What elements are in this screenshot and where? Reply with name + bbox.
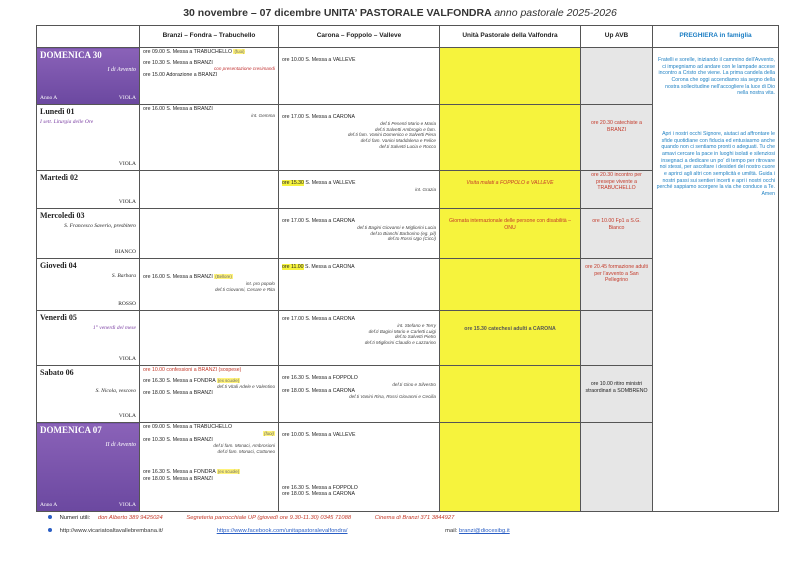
prayer-text-1: Fratelli e sorelle, iniziando il cammino dell’Avvento, ci impegniamo ad andare con le lampade accese incontro a Cristo che viene. La prima candela della Corona che oggi accendiamo sia segno della nostra sollecitudine nell’accogliere la luce di Dio nella nostra vita.: [658, 57, 775, 97]
intention: def.to Bianchi Barborino (eg. pil): [370, 230, 436, 236]
intention: int. pro popolo: [245, 280, 275, 286]
col-header-branzi: Branzi – Fondra – Trabuchello: [140, 26, 279, 48]
mass-entry: [143, 49, 275, 56]
day-cell: [37, 259, 140, 311]
unita-event: Visita malati a FOPPOLO e VALLEVE: [466, 180, 554, 186]
place-tag: (fuoi): [263, 430, 274, 436]
event-text: ore 10.00 confessioni a BRANZI (sospese): [143, 367, 242, 373]
event-text: ore 18.00 S. Messa a BRANZI: [143, 390, 213, 397]
intention: def.to Rossi Ugo (Cicci): [387, 236, 436, 242]
avb-event: ore 10.00 Fp1 a S.G. Bianco: [592, 218, 641, 231]
liturgical-year: Anno A: [40, 501, 58, 508]
avb-cell: [581, 48, 653, 105]
branzi-cell: [140, 366, 279, 423]
event-text: S. Messa a VALLEVE: [305, 180, 356, 186]
contact-don: don Alberto 389 9425024: [97, 515, 163, 521]
header-row: [37, 26, 779, 48]
day-subtitle: S. Francesco Saverio, presbitero: [64, 223, 136, 229]
day-cell: [37, 311, 140, 366]
avb-cell: [581, 171, 653, 209]
prayer-cell: [653, 48, 779, 512]
event-text: ore 16.00 S. Messa a BRANZI: [143, 106, 213, 112]
unita-cell: [440, 423, 581, 512]
branzi-cell: [140, 171, 279, 209]
col-header-carona: Carona – Foppolo – Valleve: [279, 26, 440, 48]
liturgical-color: VIOLA: [118, 412, 136, 419]
liturgical-color: VIOLA: [118, 501, 136, 508]
day-row: [37, 48, 779, 105]
prayer-text-2: Apri i nostri occhi Signore, aiutaci ad affrontare le sfide quotidiane con fiducia ed entusiasmo anche quando non ci sentiamo pronti o adeguati. Tu che amavi cercare la pace in luoghi isolati e silenziosi insegnaci a dedicare un po’ di tempo per ritrovare noi stessi, per ascoltare i desideri del nostro cuore e aprirci agli altri con semplicità e umiltà. Guida i nostri passi sui sentieri incerti e apri i nostri occhi perché sappiamo scorgere la via che conduce a Te. Amen: [656, 130, 775, 197]
event-text: ore 18.00 S. Messa a CARONA: [282, 387, 355, 394]
mail-link[interactable]: branzi@diocesibg.it: [459, 528, 510, 534]
event-text: ore 16.30 S. Messa a FONDRA: [143, 468, 216, 475]
avb-cell: [581, 259, 653, 311]
event-text: ore 16.30 S. Messa a FONDRA: [143, 377, 216, 384]
bullet-icon: [48, 515, 52, 519]
event-note: con presentazione cresimandi: [213, 66, 275, 72]
intention: def.to Salvetti Pietro: [394, 334, 436, 340]
intention: def.ti Salvetti Lucia e Rocco: [379, 144, 436, 150]
intention: int. Grazia: [415, 186, 436, 192]
footer-contacts: [48, 515, 454, 521]
event-text: ore 10.00 S. Messa a VALLEVE: [282, 432, 356, 438]
branzi-cell: [140, 209, 279, 259]
event-text: ore 16.00 S. Messa a BRANZI: [143, 274, 213, 280]
event-text: ore 10.30 S. Messa a BRANZI: [143, 436, 213, 443]
carona-cell: [279, 311, 440, 366]
website-link[interactable]: http://www.vicariatoaltavallebrembana.it/: [59, 528, 164, 534]
intention: def.ti Vitali Adele e Valentino: [216, 384, 275, 390]
intention: def.ti Migliorini Claudio e Lazzarino: [364, 340, 436, 346]
day-name: Mercoledì 03: [40, 211, 85, 220]
col-header-unita: Unità Pastorale della Valfondra: [440, 26, 581, 48]
day-name: Lunedì 01: [40, 107, 75, 116]
avb-event: ore 20.30 catechiste a BRANZI: [590, 120, 643, 133]
carona-cell: [279, 171, 440, 209]
carona-cell: [279, 423, 440, 512]
event-text: ore 10.00 S. Messa a VALLEVE: [282, 57, 356, 63]
event-text: ore 17.00 S. Messa a CARONA: [282, 316, 355, 322]
unita-cell: [440, 366, 581, 423]
event-text: ore 16.30 S. Messa a FOPPOLO: [282, 484, 358, 491]
day-cell: [37, 105, 140, 171]
event-text: ore 15.00 Adorazione a BRANZI: [143, 72, 218, 79]
day-subtitle: II di Avvento: [105, 442, 136, 448]
place-tag: (ex scuole): [217, 468, 240, 474]
unita-event: ore 15.30 catechesi adulti a CARONA: [464, 326, 556, 332]
carona-cell: [279, 48, 440, 105]
schedule-table: [36, 25, 779, 512]
avb-cell: [581, 105, 653, 171]
avb-event: ore 20.30 incontro per presepe vivente a TRABUCHELLO: [591, 172, 642, 192]
unita-cell: [440, 209, 581, 259]
intention: def.ti Vanini Rina, Rossi Giovanni e Cecilia: [349, 394, 436, 400]
day-name: DOMENICA 30: [40, 50, 102, 60]
avb-cell: [581, 311, 653, 366]
event-text: ore 17.00 S. Messa a CARONA: [282, 114, 355, 120]
day-name: Giovedì 04: [40, 261, 77, 270]
day-name: Sabato 06: [40, 368, 74, 377]
intention: def.ti Gino e Silvestro: [392, 381, 436, 387]
day-cell: [37, 423, 140, 512]
day-cell: [37, 209, 140, 259]
page-title: [0, 7, 800, 19]
intention: def.ti Bagini Mario e Carletti Luigi: [368, 328, 436, 334]
liturgical-color: VIOLA: [118, 94, 136, 101]
unita-cell: [440, 48, 581, 105]
event-text: ore 10.30 S. Messa a BRANZI: [143, 59, 213, 66]
day-subtitle: 1° venerdì del mese: [92, 325, 136, 331]
col-header-avb: Up AVB: [581, 26, 653, 48]
place-tag: (fuoi): [234, 49, 245, 54]
contact-cinema: Cinema di Branzi 371 3844927: [374, 515, 455, 521]
avb-cell: [581, 366, 653, 423]
branzi-cell: [140, 423, 279, 512]
intention: int. Gemma: [251, 112, 275, 118]
mail-label: mail:: [445, 528, 458, 534]
liturgical-color: VIOLA: [118, 160, 136, 167]
title-main: 30 novembre – 07 dicembre UNITA’ PASTORALE VALFONDRA: [183, 7, 492, 19]
event-text: ore 17.00 S. Messa a CARONA: [282, 218, 355, 224]
liturgical-color: VIOLA: [118, 355, 136, 362]
day-cell: [37, 366, 140, 423]
intention: def.ti fam. Vanini Maddalena e Felice: [360, 138, 436, 144]
bullet-icon: [48, 528, 52, 532]
event-text: ore 18.00 S. Messa a CARONA: [282, 491, 355, 498]
carona-cell: [279, 366, 440, 423]
corner-cell: [37, 26, 140, 48]
liturgical-year: Anno A: [40, 94, 58, 101]
event-text: S. Messa a CARONA: [305, 264, 355, 270]
carona-cell: [279, 259, 440, 311]
day-name: Martedì 02: [40, 173, 78, 182]
avb-event: ore 10.00 ritiro ministri straordinari a SOMBRENO: [585, 381, 648, 394]
col-header-preghiera: PREGHIERA in famiglia: [653, 26, 779, 48]
day-cell: [37, 171, 140, 209]
liturgical-color: BIANCO: [114, 248, 136, 255]
unita-cell: [440, 171, 581, 209]
avb-cell: [581, 423, 653, 512]
event-text: ore 16.30 S. Messa a FOPPOLO: [282, 375, 358, 381]
branzi-cell: [140, 259, 279, 311]
intention: def.ti fam. Monaci, Cottoneo: [217, 449, 275, 455]
intention: def.ti Bagini Giovanni e Migliorini Lucia: [357, 224, 436, 230]
highlighted-time: ore 15.30: [282, 180, 304, 186]
day-name: DOMENICA 07: [40, 425, 102, 435]
event-text: ore 09.00 S. Messa a TRABUCHELLO: [143, 49, 232, 55]
liturgical-color: ROSSO: [118, 300, 136, 307]
intention: def.ti fam. Monaci, Ambrosioni: [213, 443, 275, 449]
facebook-link[interactable]: https://www.facebook.com/unitapastoralevalfondra/: [216, 528, 348, 534]
branzi-cell: [140, 48, 279, 105]
avb-event: ore 20.45 formazione adulti per l’avvento a San Pellegrino: [585, 264, 648, 284]
day-cell: [37, 48, 140, 105]
unita-event: Giornata internazionale delle persone con disabilità – ONU: [449, 218, 571, 231]
intention: def.ti Salvetti Ambrogio e fam.: [374, 126, 436, 132]
contact-segreteria: Segreteria parrocchiale UP (giovedì ore 9.30-11.30) 0345 71088: [186, 515, 352, 521]
day-subtitle: I di Avvento: [107, 67, 136, 73]
intention: int. Stefano e Terry: [397, 322, 436, 328]
unita-cell: [440, 259, 581, 311]
event-text: ore 09.00 S. Messa a TRABUCHELLO: [143, 424, 232, 430]
branzi-cell: [140, 311, 279, 366]
unita-cell: [440, 105, 581, 171]
intention: def.ti fam. Vanini Domenico e Salvetti Piera: [347, 132, 436, 138]
liturgical-color: VIOLA: [118, 198, 136, 205]
intention: def.ti Giovanni, Cesare e Rita: [214, 286, 275, 292]
branzi-cell: [140, 105, 279, 171]
day-name: Venerdì 05: [40, 313, 77, 322]
carona-cell: [279, 105, 440, 171]
day-subtitle: S. Barbara: [111, 273, 136, 279]
carona-cell: [279, 209, 440, 259]
place-tag: (ex scuole): [217, 377, 240, 383]
avb-cell: [581, 209, 653, 259]
intention: def.ti Pesenti Mario e Maria: [380, 120, 436, 126]
highlighted-time: ore 11.00: [282, 264, 304, 270]
day-subtitle: I sett. Liturgia delle Ore: [40, 119, 94, 125]
footer-links: [48, 528, 510, 534]
unita-cell: [440, 311, 581, 366]
place-tag: (Bellore): [215, 274, 232, 279]
event-text: ore 18.00 S. Messa a BRANZI: [143, 475, 213, 482]
numbers-label: Numeri utili:: [59, 515, 91, 521]
title-tail: anno pastorale 2025-2026: [494, 7, 617, 19]
day-subtitle: S. Nicola, vescovo: [95, 388, 136, 394]
